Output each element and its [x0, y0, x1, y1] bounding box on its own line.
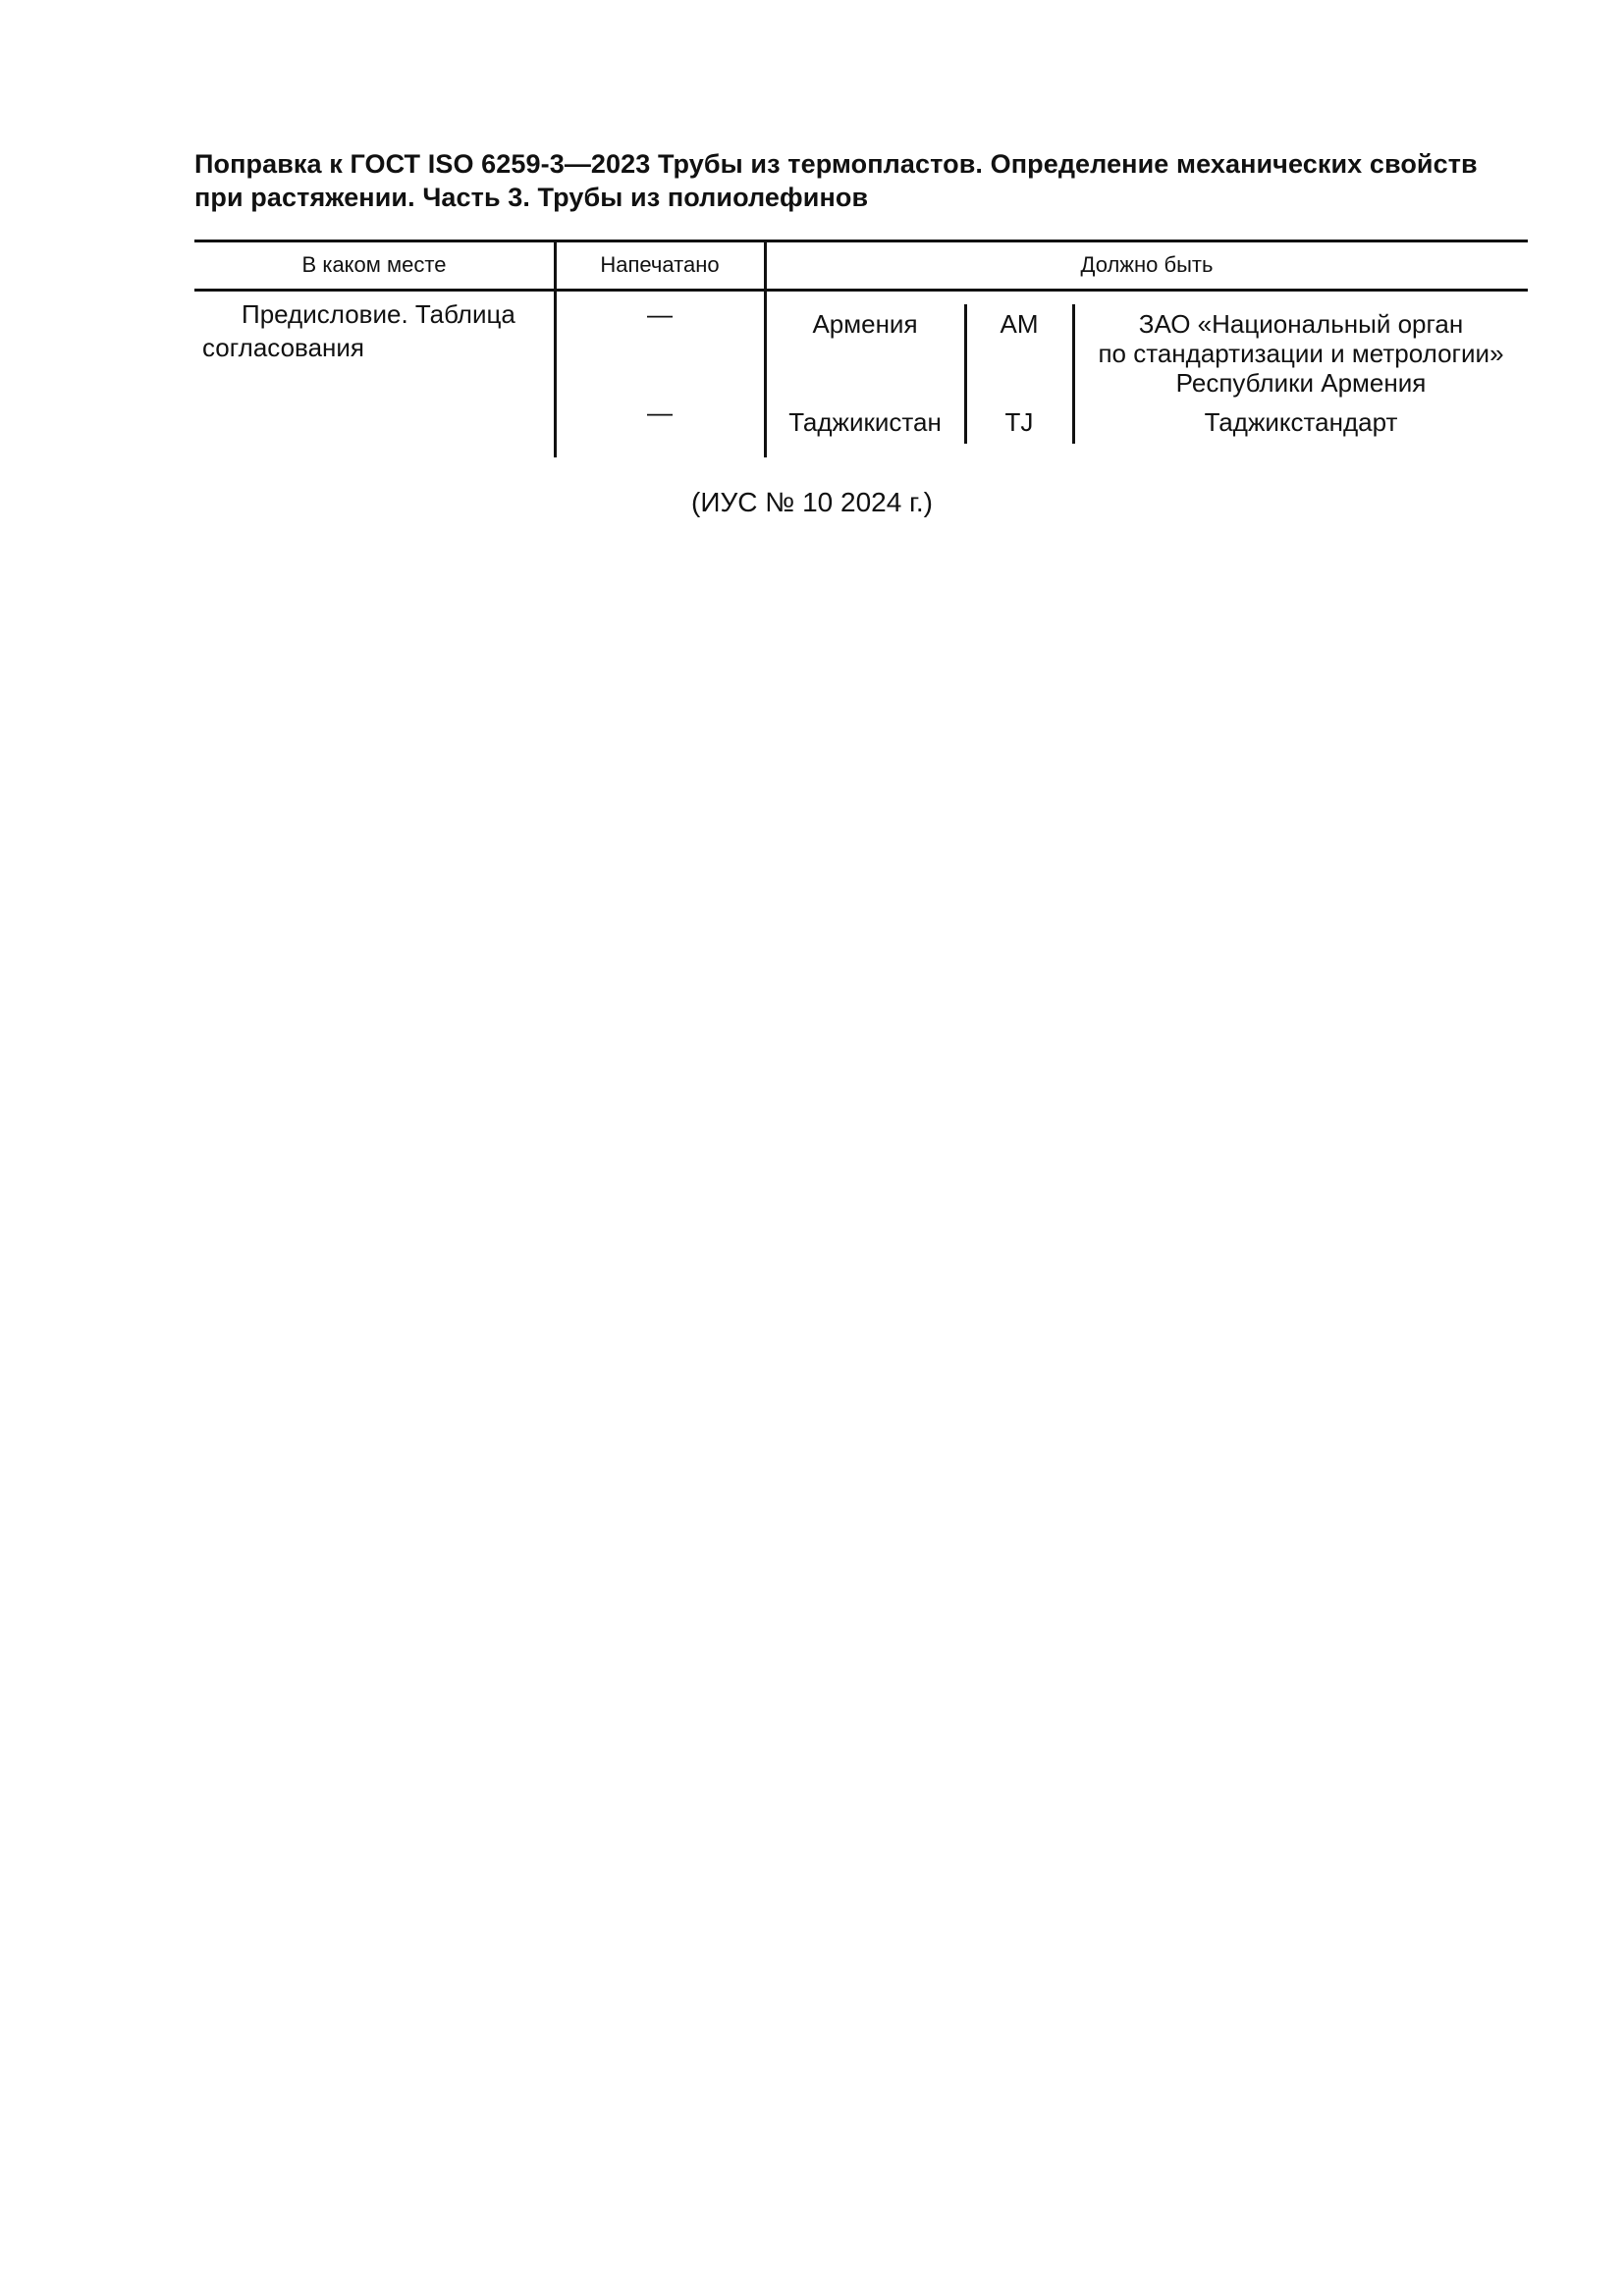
header-printed: Напечатано [600, 252, 720, 277]
country-name: Армения [812, 309, 918, 339]
country-code: AM [1000, 309, 1039, 339]
header-should-be: Должно быть [1080, 252, 1214, 277]
table-header-rule [194, 289, 1528, 292]
country-name: Таджикистан [788, 407, 942, 437]
ius-reference: (ИУС № 10 2024 г.) [691, 487, 933, 517]
document-title [194, 147, 1530, 214]
printed-dash: — [647, 398, 673, 427]
organization-line-3: Республики Армения [1175, 368, 1427, 398]
where-line-2: согласования [202, 333, 364, 362]
country-code: TJ [1004, 407, 1034, 437]
where-line-1: Предисловие. Таблица [242, 299, 515, 329]
title-line-2: при растяжении. Часть 3. Трубы из полиолефинов [194, 183, 869, 212]
organization-line-2: по стандартизации и метрологии» [1098, 339, 1504, 368]
header-where: В каком месте [301, 252, 447, 277]
printed-dash: — [647, 299, 673, 329]
title-line-1: Поправка к ГОСТ ISO 6259-3—2023 Трубы из термопластов. Определение механических свойств [194, 149, 1478, 179]
organization-line-1: ЗАО «Национальный орган [1138, 309, 1464, 339]
organization-line-1: Таджикстандарт [1204, 407, 1398, 437]
table-top-rule [194, 240, 1528, 242]
